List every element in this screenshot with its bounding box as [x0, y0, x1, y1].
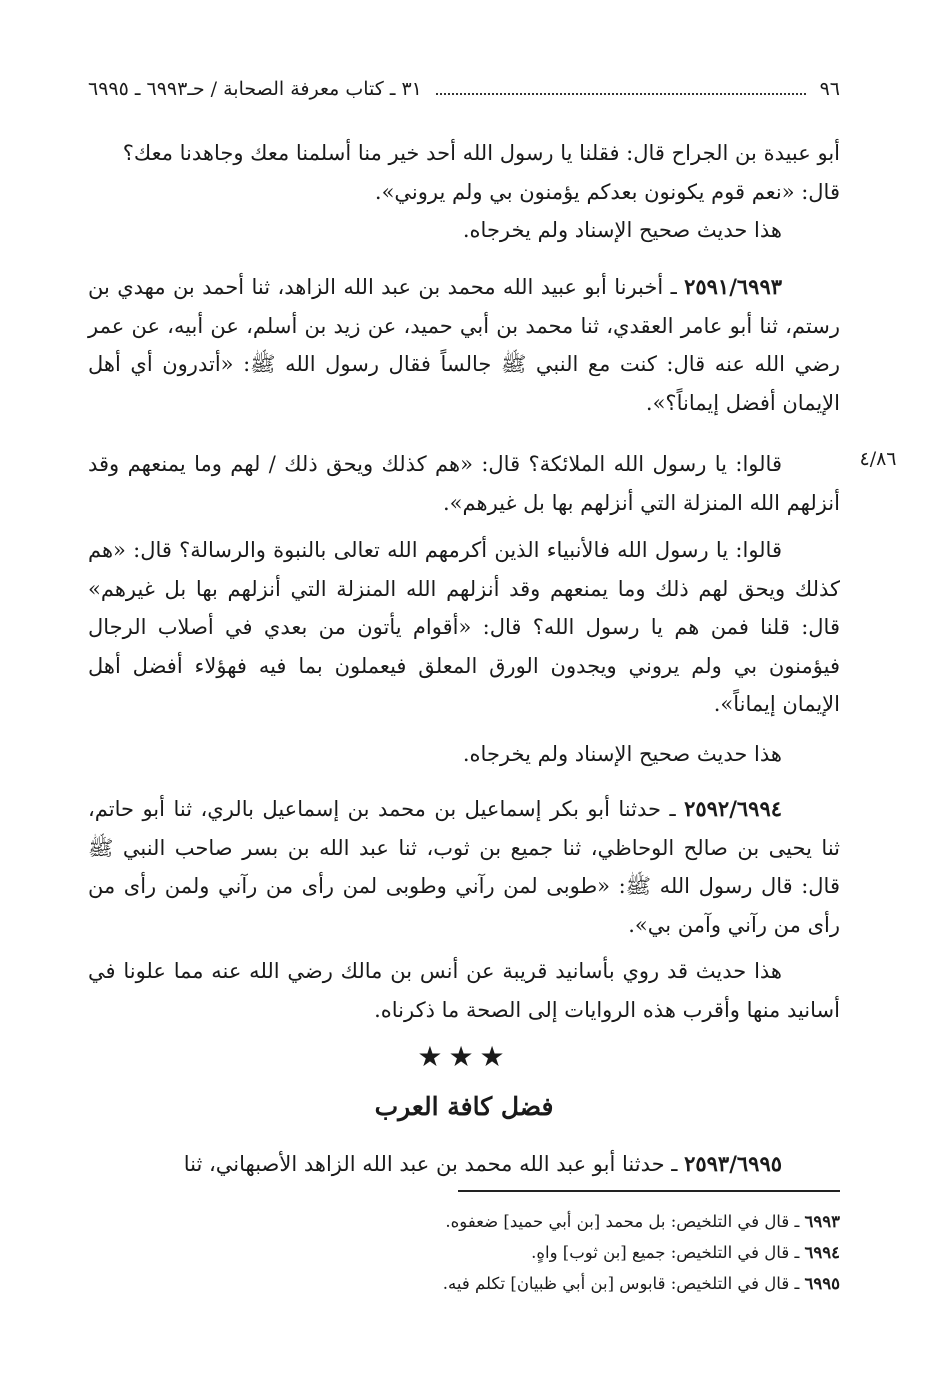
hadith-number: ٢٥٩٢/٦٩٩٤	[684, 796, 782, 821]
running-title: ٣١ ـ كتاب معرفة الصحابة / حـ٦٩٩٣ ـ ٦٩٩٥	[88, 78, 422, 100]
hadith-verdict: هذا حديث قد روي بأسانيد قريبة عن أنس بن مالك رضي الله عنه مما علونا في أسانيد منها وأقرب هذه الروايات إلى الصحة ما ذكرناه.	[88, 959, 840, 1022]
footnote	[88, 1237, 840, 1268]
page-number: ٩٦	[819, 78, 840, 100]
footnote-rule	[458, 1190, 840, 1192]
hadith-verdict: هذا حديث صحيح الإسناد ولم يخرجاه.	[462, 218, 782, 242]
hadith-text: ـ حدثنا أبو عبد الله محمد بن عبد الله الزاهد الأصبهاني، ثنا	[183, 1152, 685, 1176]
text-line: أبو عبيدة بن الجراح قال: فقلنا يا رسول الله أحد خير منا أسلمنا معك وجاهدنا معك؟	[122, 141, 840, 165]
header-dot-leader	[436, 93, 806, 95]
footnote	[88, 1206, 840, 1237]
footnote	[88, 1268, 840, 1299]
hadith-paragraph: قالوا: يا رسول الله فالأنبياء الذين أكرمهم الله تعالى بالنبوة والرسالة؟ قال: «هم كذلك ويحق لهم ذلك وما يمنعهم وقد أنزلهم الله المنزلة التي أنزلهم بها بل غيرهم» قال: قلنا فمن هم يا رسول الله؟ قال: «أقوام يأتون من بعدي في أصلاب الرجال فيؤمنون بي ولم يروني ويجدون الورق المعلق فيعملون بما فيه فهؤلاء أفضل أهل الإيمان إيماناً».	[88, 538, 840, 716]
hadith-6993-continuation	[88, 445, 840, 522]
hadith-paragraph: قالوا: يا رسول الله الملائكة؟ قال: «هم كذلك ويحق ذلك / لهم وما يمنعهم وقد أنزلهم الله المنزلة التي أنزلهم بها بل غيرهم».	[88, 452, 840, 515]
hadith-6994	[88, 790, 840, 944]
margin-volume-page-note: ٤/٨٦	[859, 448, 897, 470]
section-title: فضل كافة العرب	[374, 1092, 554, 1121]
hadith-6993-verdict-block	[88, 735, 840, 774]
footnote-ref: ٦٩٩٣	[804, 1212, 840, 1231]
hadith-paragraph	[88, 1145, 840, 1184]
hadith-6994-verdict-block	[88, 952, 840, 1029]
hadith-text: ـ حدثنا أبو بكر إسماعيل بن محمد بن إسماعيل بالري، ثنا أبو حاتم، ثنا يحيى بن صالح الوحاظي، ثنا جميع بن ثوب، ثنا عبد الله بن بسر صاحب النبي ﷺ قال: قال رسول الله ﷺ: «طوبى لمن رآني وطوبى لمن رأى من رآني ولمن رأى من رأى من رآني وآمن بي».	[88, 797, 840, 937]
footnotes	[88, 1206, 840, 1299]
hadith-verdict: هذا حديث صحيح الإسناد ولم يخرجاه.	[462, 742, 782, 766]
hadith-paragraph	[88, 790, 840, 944]
footnote-text: ـ قال في التلخيص: جميع [بن ثوب] واهٍ.	[531, 1243, 805, 1262]
footnote-text: ـ قال في التلخيص: قابوس [بن أبي ظبيان] تكلم فيه.	[442, 1274, 805, 1293]
section-separator-stars: ★★★	[417, 1040, 511, 1073]
hadith-text: ـ أخبرنا أبو عبيد الله محمد بن عبد الله الزاهد، ثنا أحمد بن مهدي بن رستم، ثنا أبو عامر العقدي، ثنا محمد بن أبي حميد، عن زيد بن أسلم، عن أبيه، عن عمر رضي الله عنه قال: كنت مع النبي ﷺ جالساً فقال رسول الله ﷺ: «أتدرون أي أهل الإيمان أفضل إيماناً؟».	[88, 275, 840, 415]
hadith-6995	[88, 1145, 840, 1184]
footnote-ref: ٦٩٩٤	[804, 1243, 840, 1262]
continued-hadith-block	[88, 134, 840, 250]
hadith-number: ٢٥٩١/٦٩٩٣	[684, 274, 782, 299]
hadith-6993-continuation-2	[88, 531, 840, 724]
hadith-6993	[88, 268, 840, 422]
hadith-paragraph	[88, 268, 840, 422]
running-header	[88, 78, 840, 101]
footnote-text: ـ قال في التلخيص: بل محمد [بن أبي حميد] ضعفوه.	[445, 1212, 805, 1231]
text-line: قال: «نعم قوم يكونون بعدكم يؤمنون بي ولم يروني».	[374, 179, 840, 204]
footnote-ref: ٦٩٩٥	[804, 1274, 840, 1293]
hadith-number: ٢٥٩٣/٦٩٩٥	[684, 1151, 782, 1176]
